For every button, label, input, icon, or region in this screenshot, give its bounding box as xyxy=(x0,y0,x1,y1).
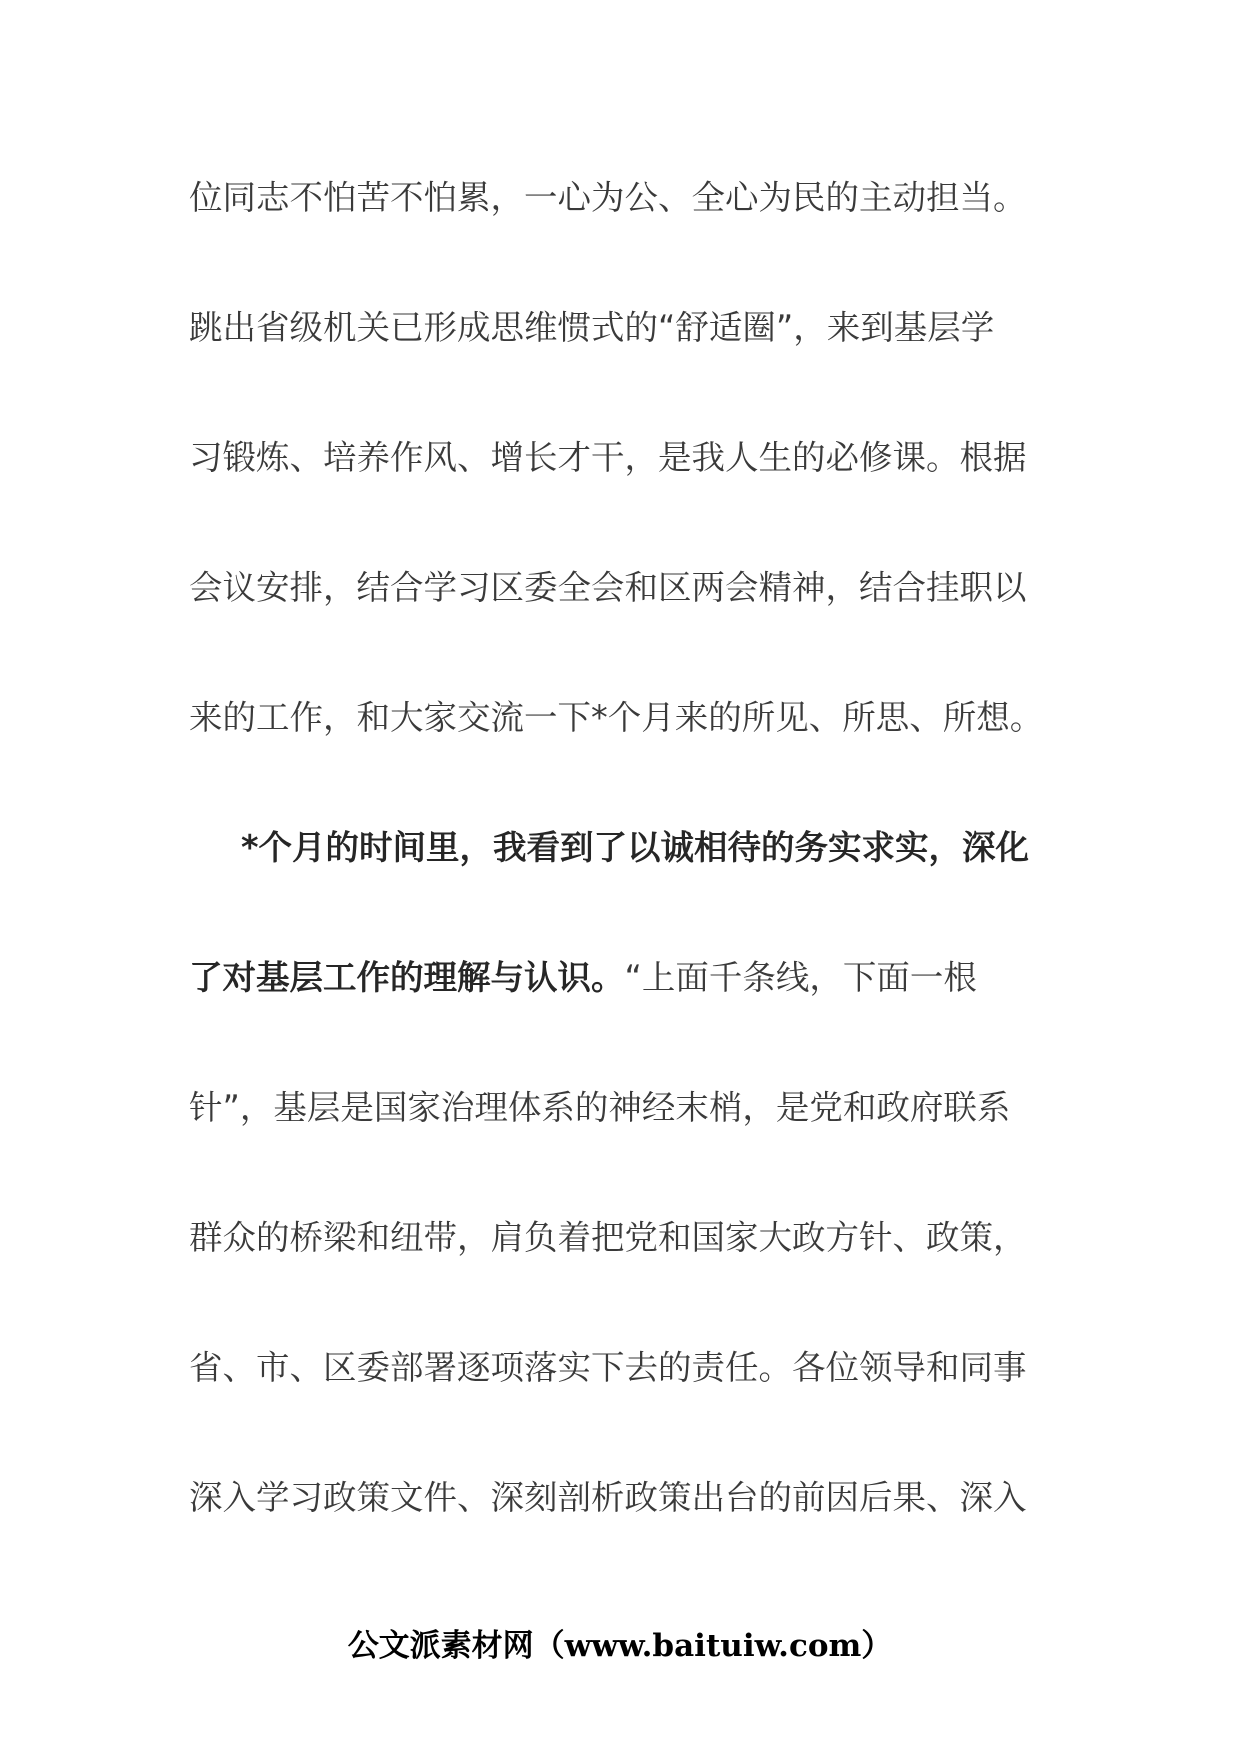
body-text xyxy=(189,162,1044,1592)
text-segment: 习锻炼、培养作风、增长才干，是我人生的必修课。根据 xyxy=(189,438,1027,477)
text-line xyxy=(189,1202,1029,1332)
text-line xyxy=(189,812,1029,942)
footer-watermark: 公文派素材网（www.baituiw.com） xyxy=(347,1628,893,1664)
text-line xyxy=(189,292,1029,422)
text-segment: 针”，基层是国家治理体系的神经末梢，是党和政府联系 xyxy=(189,1088,1011,1127)
text-line xyxy=(189,1462,1029,1592)
text-line xyxy=(189,1072,1029,1202)
text-segment: 来的工作，和大家交流一下*个月来的所见、所思、所想。 xyxy=(189,698,1044,737)
bold-text-segment: 了对基层工作的理解与认识。 xyxy=(189,958,625,997)
text-segment: 群众的桥梁和纽带，肩负着把党和国家大政方针、政策， xyxy=(189,1218,1027,1257)
bold-text-segment: *个月的时间里，我看到了以诚相待的务实求实，深化 xyxy=(241,828,1030,867)
text-line xyxy=(189,942,1029,1072)
text-segment: 跳出省级机关已形成思维惯式的“舒适圈”，来到基层学 xyxy=(189,308,995,347)
text-line xyxy=(189,552,1029,682)
text-line xyxy=(189,1332,1029,1462)
text-line xyxy=(189,162,1029,292)
text-line xyxy=(189,422,1029,552)
text-segment: 位同志不怕苦不怕累，一心为公、全心为民的主动担当。 xyxy=(189,178,1027,217)
text-segment: “上面千条线，下面一根 xyxy=(624,958,977,997)
text-segment: 会议安排，结合学习区委全会和区两会精神，结合挂职以 xyxy=(189,568,1027,607)
text-segment: 深入学习政策文件、深刻剖析政策出台的前因后果、深入 xyxy=(189,1478,1027,1517)
text-segment: 省、市、区委部署逐项落实下去的责任。各位领导和同事 xyxy=(189,1348,1027,1387)
text-line xyxy=(189,682,1044,812)
